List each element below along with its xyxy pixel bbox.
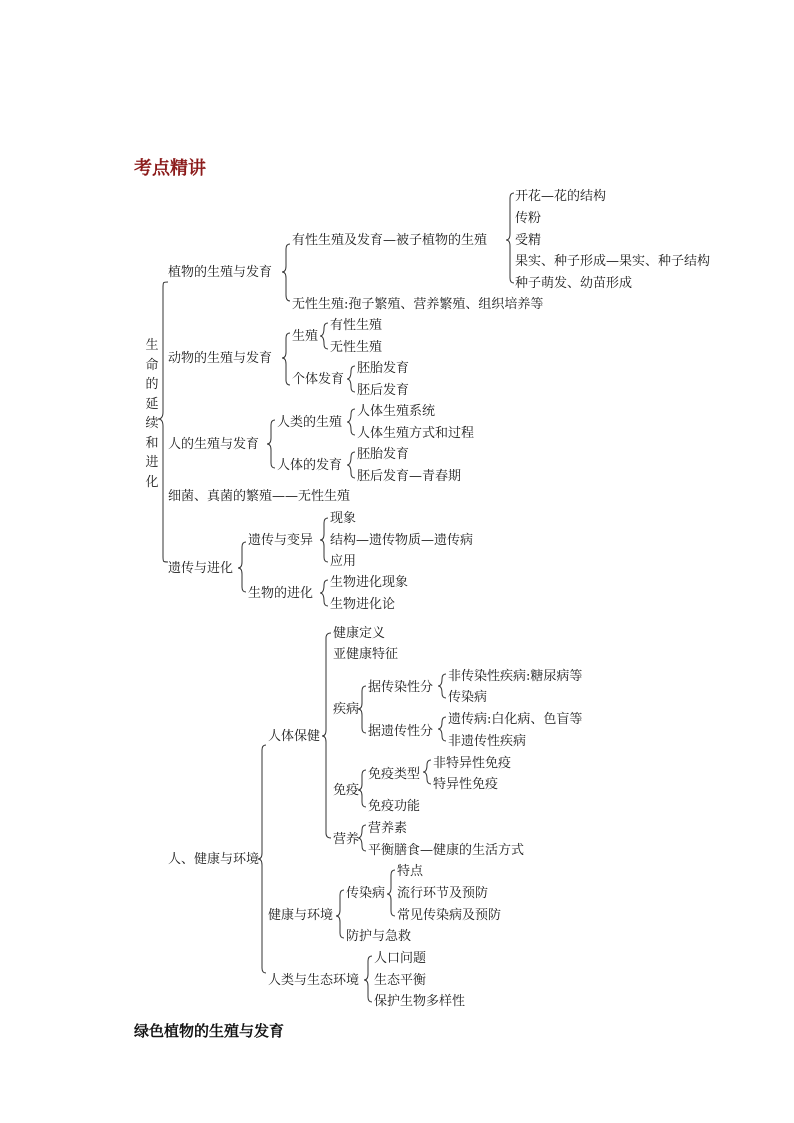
leaf-infectious-0: 特点	[397, 864, 424, 879]
leaf-plant-sexual-0: 开花—花的结构	[515, 189, 607, 204]
node-evo-biology: 生物的进化	[248, 586, 314, 601]
node-plant-asexual: 无性生殖:孢子繁殖、营养繁殖、组织培养等	[292, 297, 544, 312]
leaf-plant-sexual-1: 传粉	[515, 211, 542, 226]
leaf-care-1: 亚健康特征	[333, 647, 399, 662]
leaf-animal-repro-0: 有性生殖	[330, 318, 383, 333]
heading-kaodian: 考点精讲	[134, 158, 206, 179]
leaf-care-0: 健康定义	[333, 626, 386, 641]
node-disease: 疾病	[333, 702, 360, 717]
leaf-evo-biology-1: 生物进化论	[330, 597, 396, 612]
node-human-dev: 人体的发育	[277, 458, 343, 473]
leaf-evo-heredity-2: 应用	[330, 554, 357, 569]
leaf-evo-heredity-1: 结构—遗传物质—遗传病	[330, 533, 474, 548]
leaf-human-repro-1: 人体生殖方式和过程	[357, 426, 475, 441]
leaf-nutrition-1: 平衡膳食—健康的生活方式	[368, 843, 525, 858]
node-immune-func: 免疫功能	[368, 799, 421, 814]
node-human-repro: 人类的生殖	[277, 415, 343, 430]
node-plant: 植物的生殖与发育	[168, 265, 273, 280]
node-human: 人的生殖与发育	[168, 437, 260, 452]
leaf-nutrition-0: 营养素	[368, 821, 408, 836]
leaf-animal-dev-0: 胚胎发育	[357, 361, 410, 376]
tree2-root: 人、健康与环境	[168, 852, 260, 867]
node-animal: 动物的生殖与发育	[168, 351, 273, 366]
leaf-eco-2: 保护生物多样性	[374, 994, 466, 1009]
leaf-animal-dev-1: 胚后发育	[357, 383, 410, 398]
leaf-infectious-1: 流行环节及预防	[397, 886, 489, 901]
leaf-eco-0: 人口问题	[374, 951, 427, 966]
leaf-human-dev-0: 胚胎发育	[357, 447, 410, 462]
leaf-plant-sexual-4: 种子萌发、幼苗形成	[515, 276, 633, 291]
leaf-evo-biology-0: 生物进化现象	[330, 575, 409, 590]
node-by-infect: 据传染性分	[368, 680, 434, 695]
node-animal-repro: 生殖	[292, 329, 319, 344]
node-health-env: 健康与环境	[268, 908, 334, 923]
leaf-immune-type-0: 非特异性免疫	[433, 756, 512, 771]
leaf-by-gene-1: 非遗传性疾病	[448, 734, 527, 749]
node-evo: 遗传与进化	[168, 561, 234, 576]
node-by-gene: 据遗传性分	[368, 724, 434, 739]
leaf-plant-sexual-2: 受精	[515, 233, 542, 248]
node-care: 人体保健	[268, 729, 321, 744]
leaf-plant-sexual-3: 果实、种子形成—果实、种子结构	[515, 254, 711, 269]
node-immune-type: 免疫类型	[368, 767, 421, 782]
node-plant-sexual: 有性生殖及发育—被子植物的生殖	[292, 233, 488, 248]
leaf-eco-1: 生态平衡	[374, 973, 427, 988]
leaf-animal-repro-1: 无性生殖	[330, 340, 383, 355]
node-protect: 防护与急救	[346, 929, 412, 944]
node-nutrition: 营养	[333, 832, 360, 847]
node-evo-heredity: 遗传与变异	[248, 533, 314, 548]
node-eco: 人类与生态环境	[268, 973, 360, 988]
leaf-immune-type-1: 特异性免疫	[433, 777, 499, 792]
leaf-by-infect-0: 非传染性疾病:糖尿病等	[448, 669, 583, 684]
leaf-by-infect-1: 传染病	[448, 690, 488, 705]
node-infectious: 传染病	[346, 886, 386, 901]
leaf-evo-heredity-0: 现象	[330, 511, 357, 526]
node-immune: 免疫	[333, 783, 360, 798]
leaf-infectious-2: 常见传染病及预防	[397, 908, 502, 923]
heading-section2: 绿色植物的生殖与发育	[134, 1022, 285, 1040]
leaf-human-repro-0: 人体生殖系统	[357, 404, 436, 419]
tree1-root: 生命的延续和进化	[145, 338, 159, 490]
node-microbe: 细菌、真菌的繁殖——无性生殖	[168, 489, 351, 504]
node-animal-dev: 个体发育	[292, 372, 345, 387]
leaf-human-dev-1: 胚后发育—青春期	[357, 469, 462, 484]
leaf-by-gene-0: 遗传病:白化病、色盲等	[448, 712, 583, 727]
